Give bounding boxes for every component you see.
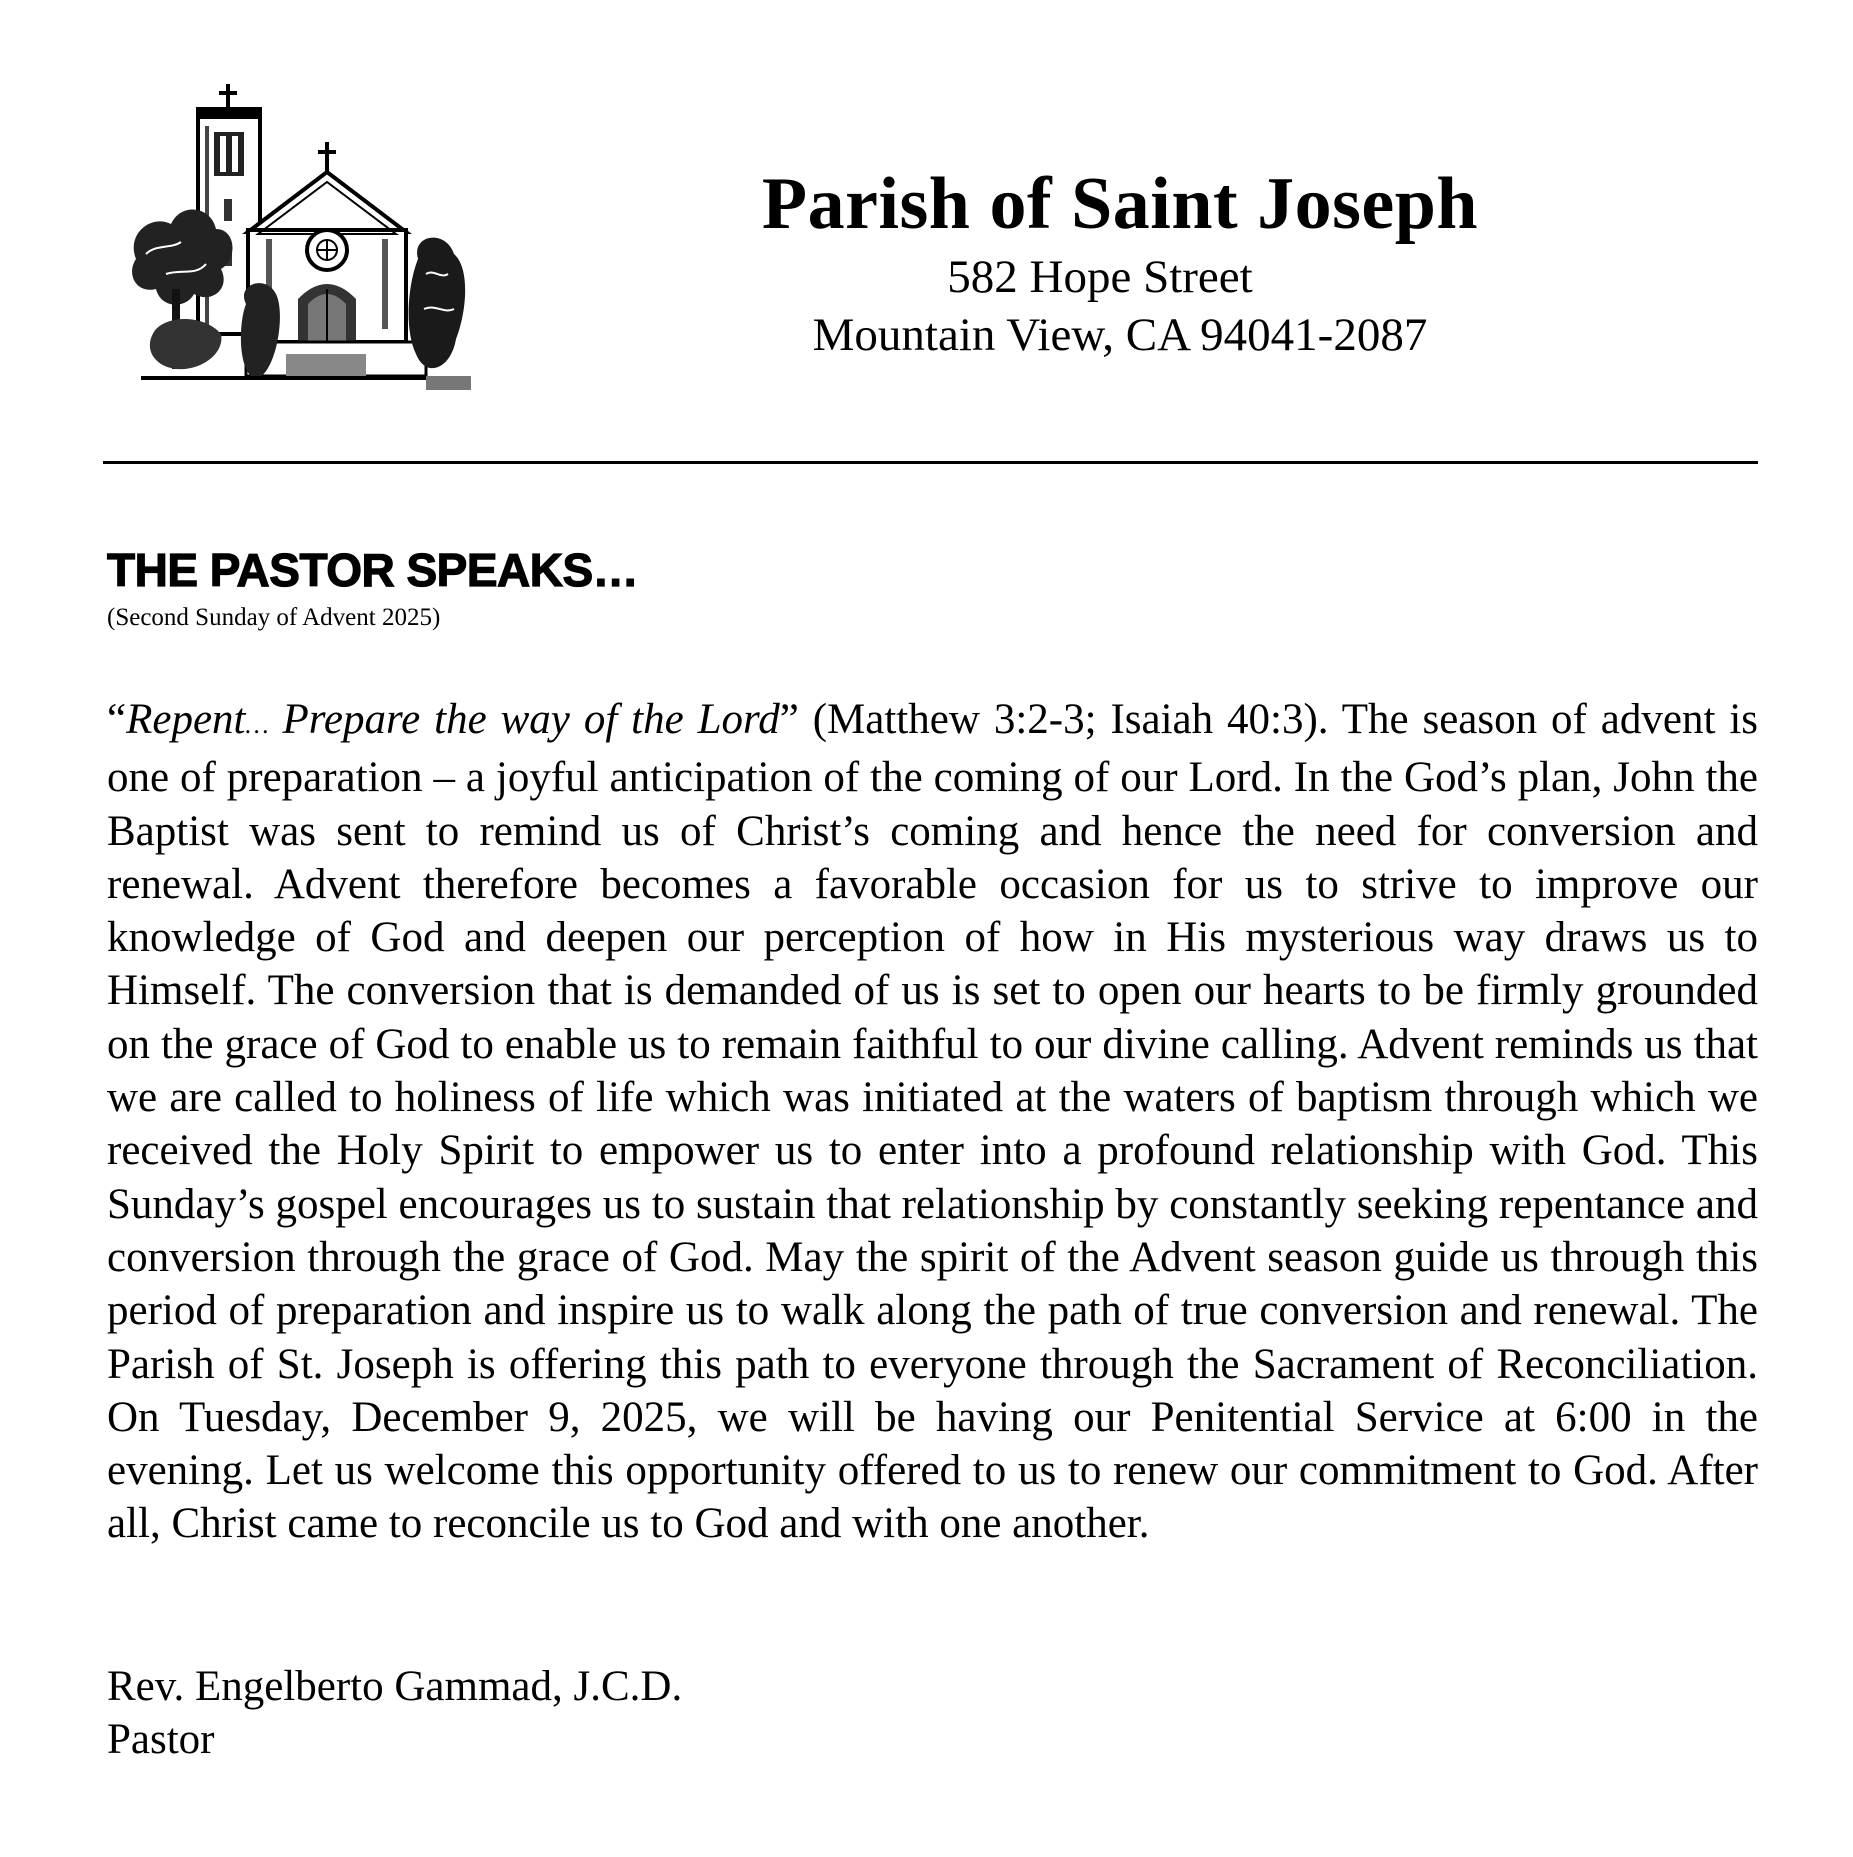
signature-block xyxy=(107,1660,682,1766)
street-address: 582 Hope Street xyxy=(947,251,1253,303)
parish-header xyxy=(600,160,1640,364)
signature-title: Pastor xyxy=(107,1716,215,1763)
church-logo xyxy=(126,84,476,402)
pastor-letter xyxy=(107,693,1758,1551)
scripture-quote xyxy=(126,696,780,743)
open-quote: “ xyxy=(107,696,127,743)
quote-ellipsis: … xyxy=(245,710,269,739)
signature-name: Rev. Engelberto Gammad, J.C.D. xyxy=(107,1663,683,1710)
church-icon xyxy=(126,84,476,402)
section-title: THE PASTOR SPEAKS… xyxy=(107,544,639,596)
letter-body: (Matthew 3:2-3; Isaiah 40:3). The season of advent is one of preparation – a joyful anticipation of the coming of our Lord. In the God’s plan, John the Baptist was sent to remind us of Christ’s coming and hence the need for conversion and renewal. Advent therefore becomes a favorable occasion for us to strive to improve our knowledge of God and deepen our perception of how in His mysterious way draws us to Himself. The conversion that is demanded of us is set to open our hearts to be firmly grounded on the grace of God to enable us to remain faithful to our divine calling. Advent reminds us that we are called to holiness of life which was initiated at the waters of baptism through which we received the Holy Spirit to empower us to enter into a profound relationship with God. This Sunday’s gospel encourages us to sustain that relationship by constantly seeking repentance and conversion through the grace of God. May the spirit of the Advent season guide us through this period of preparation and inspire us to walk along the path of true conversion and renewal. The Parish of St. Joseph is offering this path to everyone through the Sacrament of Reconciliation. On Tuesday, December 9, 2025, we will be having our Penitential Service at 6:00 in the evening. Let us welcome this opportunity offered to us to renew our commitment to God. After all, Christ came to reconcile us to God and with one another. xyxy=(107,696,1759,1548)
quote-part-1: Repent xyxy=(126,696,246,743)
quote-part-2: Prepare the way of the Lord xyxy=(268,696,780,743)
section-subtitle: (Second Sunday of Advent 2025) xyxy=(107,604,441,631)
parish-name: Parish of Saint Joseph xyxy=(761,163,1479,245)
close-quote: ” xyxy=(779,696,799,743)
header-divider xyxy=(103,461,1758,464)
city-state-zip: Mountain View, CA 94041-2087 xyxy=(812,309,1428,361)
